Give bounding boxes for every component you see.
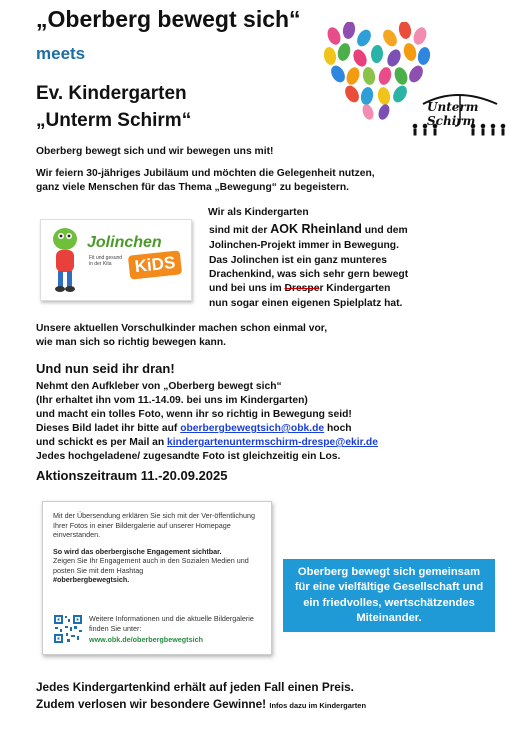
- kindergarten-title: Ev. Kindergarten „Unterm Schirm“: [36, 83, 192, 131]
- jolinchen-line-1: Wir als Kindergarten: [208, 207, 309, 218]
- cta-line-3: und macht ein tolles Foto, wenn ihr so richtig in Bewegung seid!: [36, 409, 352, 420]
- jolinchen-line-6: und bei uns im Dresper Kindergarten: [209, 283, 391, 294]
- cta-line-1: Nehmt den Aufkleber von „Oberberg bewegt sich“: [36, 381, 282, 392]
- qr-code-icon[interactable]: [53, 614, 83, 644]
- slogan-box: Oberberg bewegt sich gemeinsam für eine vielfältige Gesellschaft und ein friedvolles, wertschätzendes Miteinander.: [283, 559, 495, 632]
- card-social-text: Zeigen Sie Ihr Engagement auch in den Sozialen Medien und posten Sie mit dem Hashtag: [53, 556, 249, 575]
- cta-line-6: Jedes hochgeladene/ zugesandte Foto ist gleichzeitig ein Los.: [36, 451, 341, 462]
- kindergarten-email-link[interactable]: kindergartenuntermschirm-drespe@ekir.de: [167, 437, 378, 448]
- card-url-link[interactable]: www.obk.de/oberbergbewegtsich: [89, 635, 203, 644]
- dragon-mascot-icon: [45, 225, 85, 295]
- card-more-info-text: Weitere Informationen und die aktuelle Bildergalerie finden Sie unter:: [89, 614, 254, 633]
- jolinchen-kids-badge: KiDS: [128, 250, 182, 279]
- jolinchen-line-4: Das Jolinchen ist ein ganz munteres: [209, 255, 387, 266]
- jolinchen-subtitle: Fit und gesund in der Kita: [89, 255, 123, 267]
- cta-line-4: Dieses Bild ladet ihr bitte auf oberbergbewegtsich@obk.de hoch: [36, 423, 352, 434]
- intro-line-2: Wir feiern 30-jähriges Jubiläum und möchten die Gelegenheit nutzen,: [36, 168, 375, 179]
- card-hashtag: #oberbergbewegtsich.: [53, 575, 130, 584]
- cta-line-2: (Ihr erhaltet ihn vom 11.-14.09. bei uns im Kindergarten): [36, 395, 308, 406]
- unterm-schirm-logo-text: Unterm Schirm: [427, 100, 479, 128]
- cta-heading: Und nun seid ihr dran!: [36, 361, 175, 376]
- unterm-schirm-logo: [405, 90, 510, 138]
- jolinchen-kids-logo: [40, 219, 192, 301]
- card-heading: So wird das oberbergische Engagement sichtbar.: [53, 546, 222, 556]
- jolinchen-line-2: sind mit der AOK Rheinland und dem: [209, 222, 408, 236]
- jolinchen-line-7: nun sogar einen eigenen Spielplatz hat.: [209, 298, 403, 309]
- vorschul-line-2: wie man sich so richtig bewegen kann.: [36, 337, 226, 348]
- info-card: [42, 501, 272, 655]
- card-consent-text: Mit der Übersendung erklären Sie sich mit der Ver-öffentlichung Ihrer Fotos in einer Bildergalerie auf unserer Homepage einverstanden.: [53, 511, 256, 539]
- aktionszeitraum: Aktionszeitraum 11.-20.09.2025: [36, 468, 228, 483]
- cta-line-5: und schickt es per Mail an kindergartenuntermschirm-drespe@ekir.de: [36, 437, 378, 448]
- page-title: „Oberberg bewegt sich“: [36, 6, 301, 32]
- jolinchen-line-3: Jolinchen-Projekt immer in Bewegung.: [209, 240, 399, 251]
- jolinchen-line-5: Drachenkind, was sich sehr gern bewegt: [209, 269, 409, 280]
- meets-label: meets: [36, 44, 86, 63]
- footer-line-1: Jedes Kindergartenkind erhält auf jeden Fall einen Preis.: [36, 680, 354, 694]
- intro-line-3: ganz viele Menschen für das Thema „Bewegung“ zu begeistern.: [36, 182, 349, 193]
- footer-line-2: Zudem verlosen wir besondere Gewinne! Infos dazu im Kindergarten: [36, 697, 367, 711]
- vorschul-line-1: Unsere aktuellen Vorschulkinder machen schon einmal vor,: [36, 323, 328, 334]
- upload-email-link[interactable]: oberbergbewegtsich@obk.de: [180, 423, 325, 434]
- jolinchen-wordmark: Jolinchen: [87, 234, 162, 251]
- intro-line-1: Oberberg bewegt sich und wir bewegen uns mit!: [36, 146, 274, 157]
